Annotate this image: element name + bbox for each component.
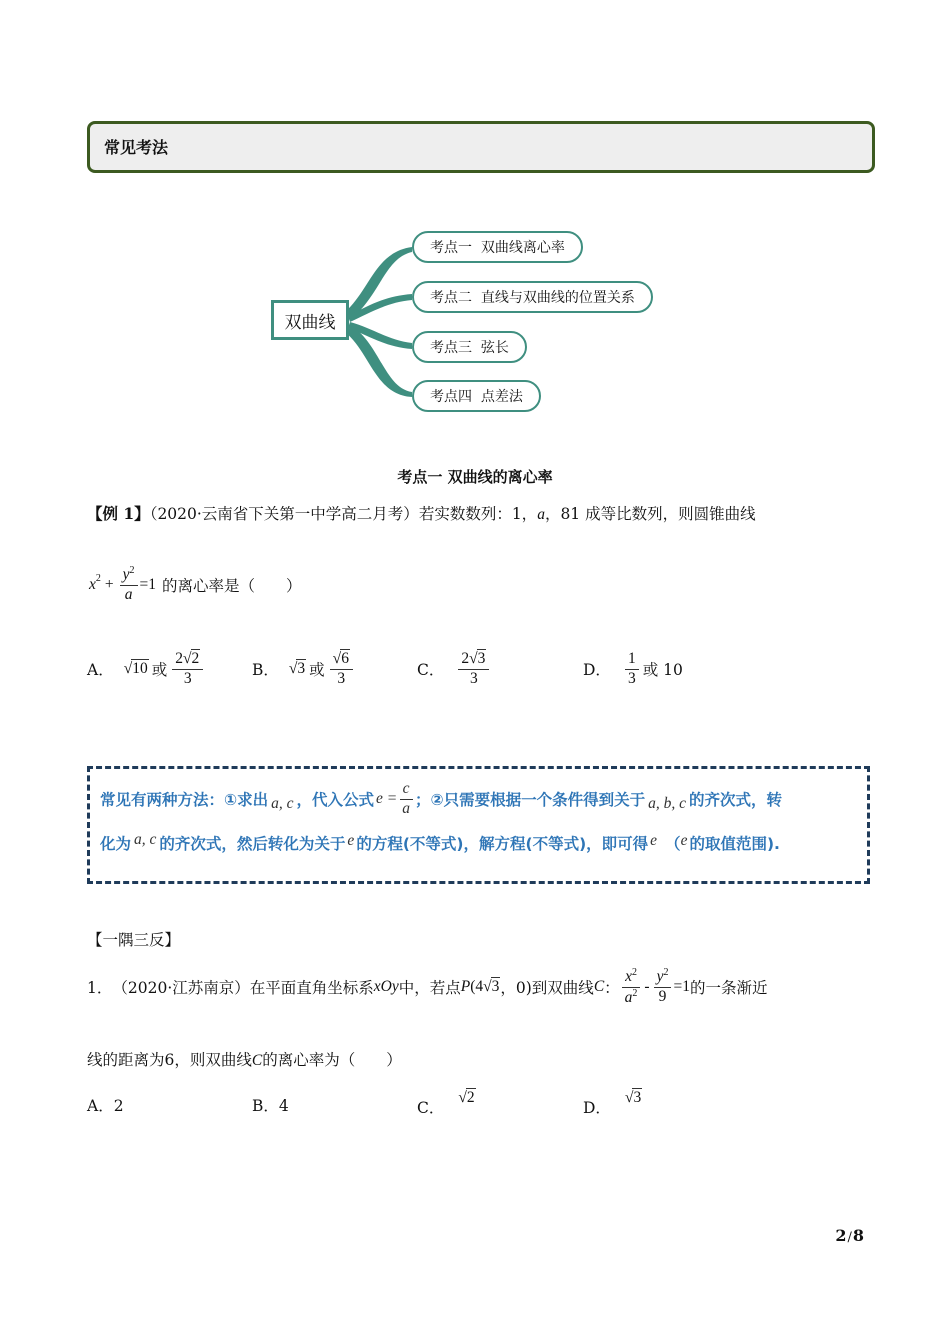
mindmap-node-2: 考点二 直线与双曲线的位置关系	[412, 281, 653, 313]
example1-tag: 【例 1】	[87, 504, 150, 523]
opt-b-sqrt: √3	[288, 660, 306, 678]
q1-xoy: xOy	[373, 978, 399, 995]
q1-line2-c: C	[251, 1052, 263, 1069]
q1-curve-c: C	[593, 978, 605, 995]
opt-a-sqrt: √10	[123, 660, 148, 678]
tip-math-8: e	[680, 832, 688, 849]
mindmap-root: 双曲线	[271, 300, 349, 340]
q1-text-b: 中，若点	[398, 979, 461, 997]
q1-source: （2020·江苏南京）	[112, 979, 250, 997]
mindmap-node-3: 考点三 弦长	[412, 331, 527, 363]
eq-y: y	[122, 566, 130, 584]
example1-var-a: a	[537, 506, 545, 523]
tip-text-4: 的齐次式，转	[689, 791, 783, 810]
example1-question: 的离心率是（ ）	[162, 576, 302, 595]
example1-text-b: ，81 成等比数列，则圆锥曲线	[544, 505, 756, 523]
q1-opt-d-sqrt: √3	[624, 1089, 642, 1106]
q1-option-a[interactable]: A．2	[87, 1097, 124, 1115]
tip-line2	[100, 832, 780, 854]
practice-tag: 【一隅三反】	[87, 931, 181, 949]
eq-equals: =1	[139, 575, 157, 593]
tip-math-3: a, b, c	[648, 795, 687, 813]
q1-option-c[interactable]	[417, 1084, 476, 1118]
q1-opt-d-label: D．	[583, 1099, 611, 1117]
opt-a-or: 或	[151, 661, 168, 680]
mindmap-node-1: 考点一 双曲线离心率	[412, 231, 583, 263]
tip-text-7: 的方程(不等式)，解方程(不等式)，即可得	[356, 835, 649, 853]
opt-b-frac: $\frac{√6}{3}$	[330, 650, 353, 688]
q1-colon: ：	[604, 979, 620, 997]
section-title: 常见考法	[104, 138, 169, 157]
example1-text-a: 若实数数列：1，	[418, 505, 538, 523]
tip-math-6: e	[347, 832, 355, 849]
tip-text-6: 的齐次式，然后转化为关于	[159, 835, 346, 853]
tip-text-3: ；②只需要根据一个条件得到关于	[415, 791, 646, 810]
tip-text-2: ，代入公式	[296, 791, 375, 810]
opt-d-label: D．	[583, 661, 611, 680]
eq-x: x	[89, 575, 96, 593]
eq-plus: +	[104, 575, 114, 593]
tip-line1	[100, 780, 782, 818]
opt-a-frac: $\frac{2√2}{3}$	[172, 650, 203, 688]
practice-q1-line2	[87, 1048, 402, 1070]
mindmap-node-4: 考点四 点差法	[412, 380, 541, 412]
tip-text-1: 常见有两种方法：①求出	[100, 791, 269, 810]
q1-line2-b: 的离心率为（ ）	[262, 1051, 402, 1069]
opt-c-frac: $\frac{2√3}{3}$	[458, 650, 489, 688]
example1-option-d[interactable]	[583, 650, 683, 688]
tip-math-5: a, c	[134, 831, 157, 848]
q1-option-d[interactable]	[583, 1084, 642, 1118]
q1-point-p: P	[460, 978, 471, 995]
tip-text-5: 化为	[100, 835, 132, 853]
topic-heading: 考点一 双曲线的离心率	[397, 468, 553, 486]
tip-text-8: （	[665, 835, 681, 853]
q1-coord-a: (4	[470, 978, 484, 995]
q1-frac-x2-a2: $\frac{x^2}{a^2}$	[622, 967, 641, 1008]
eq-den-a: a	[124, 585, 133, 603]
q1-equals: =1	[673, 978, 690, 995]
opt-b-or: 或	[309, 661, 325, 680]
q1-option-b[interactable]: B．4	[252, 1097, 289, 1115]
opt-d-frac: $\frac{1}{3}$	[625, 650, 639, 688]
tip-math-1: a, c	[271, 795, 294, 813]
q1-number: 1．	[87, 979, 113, 997]
tip-math-7: e	[650, 832, 658, 849]
opt-d-or: 或 10	[642, 661, 683, 680]
q1-minus: -	[644, 978, 650, 995]
q1-tail: 的一条渐近	[689, 979, 768, 997]
q1-frac-y2-9: $\frac{y^2}{9}$	[654, 967, 672, 1006]
tip-math-2: e =	[376, 790, 398, 808]
eq-x-sup: 2	[95, 573, 101, 585]
example1-option-b[interactable]	[252, 650, 355, 688]
q1-line2-a: 线的距离为6，则双曲线	[87, 1051, 252, 1069]
example1-equation-line	[89, 565, 302, 604]
example1-line1	[87, 502, 756, 524]
example1-option-a[interactable]	[87, 650, 205, 688]
example1-option-c[interactable]	[417, 650, 491, 688]
q1-opt-c-sqrt: √2	[458, 1089, 475, 1106]
q1-sqrt3: √3	[483, 978, 500, 995]
tip-text-9: 的取值范围).	[689, 835, 780, 853]
example1-source: （2020·云南省下关第一中学高二月考）	[149, 505, 419, 523]
eq-frac-y-a	[120, 565, 138, 604]
q1-opt-c-label: C．	[417, 1099, 445, 1117]
practice-q1-line1	[87, 962, 768, 1012]
opt-c-label: C．	[417, 661, 445, 680]
page-number: 2/8	[835, 1226, 864, 1245]
eq-y-sup: 2	[129, 565, 135, 576]
opt-a-label: A．	[87, 661, 114, 680]
q1-coord-b: ，0)到双曲线	[500, 979, 594, 997]
tip-frac-c-a: $\frac{c}{a}$	[399, 780, 413, 818]
opt-b-label: B．	[252, 661, 279, 680]
q1-text-a: 在平面直角坐标系	[249, 979, 374, 997]
